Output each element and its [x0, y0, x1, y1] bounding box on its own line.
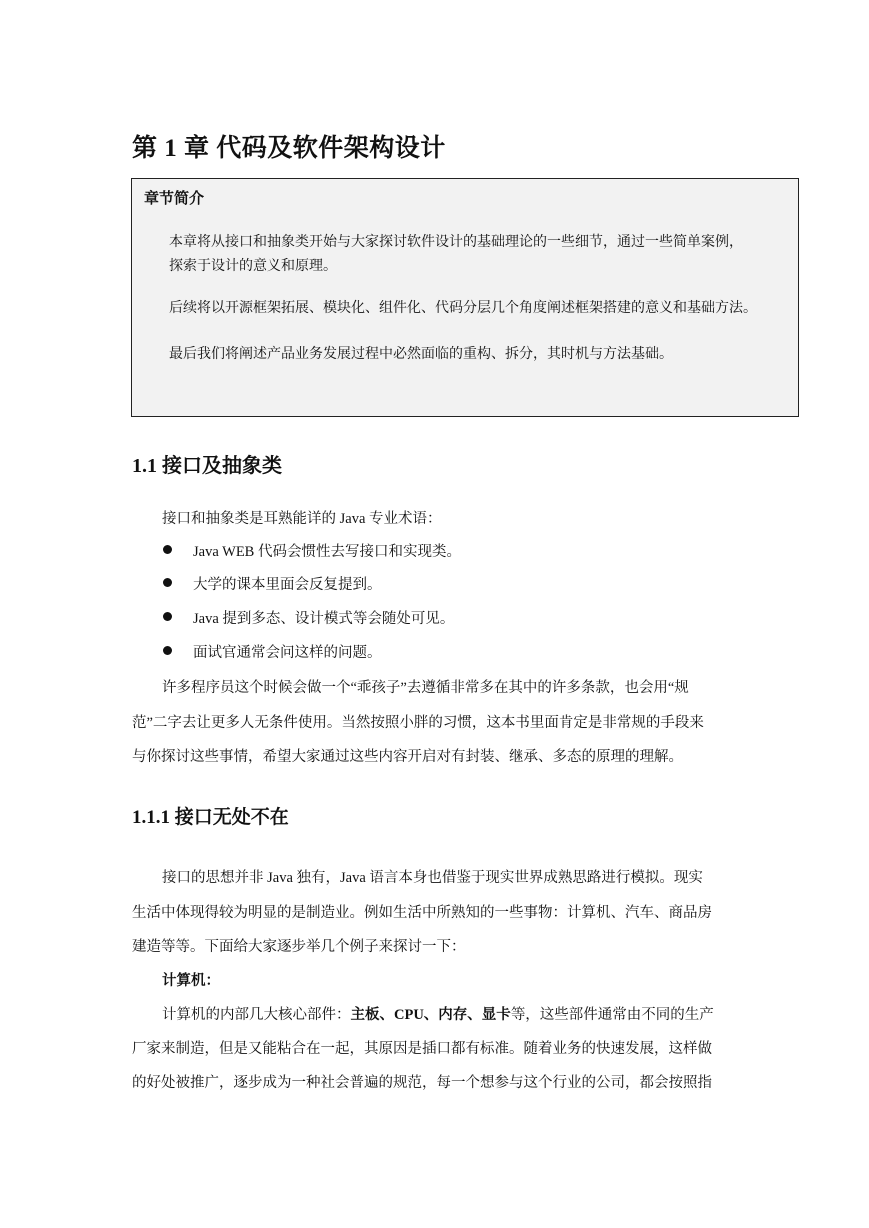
section-lead-text: 接口和抽象类是耳熟能详的 Java 专业术语： [162, 511, 442, 527]
body-paragraph-line: 的好处被推广，逐步成为一种社会普遍的规范，每一个想参与这个行业的公司，都会按照指 [132, 1075, 712, 1091]
body-paragraph-line: 范”二字去让更多人无条件使用。当然按照小胖的习惯，这本书里面肯定是非常规的手段来 [132, 715, 704, 731]
section-heading-1-1: 1.1 接口及抽象类 [132, 455, 282, 477]
bullet-dot-icon [163, 545, 172, 554]
intro-paragraph-2: 后续将以开源框架拓展、模块化、组件化、代码分层几个角度阐述框架搭建的意义和基础方法。 [169, 301, 757, 316]
body-paragraph-line: 与你探讨这些事情，希望大家通过这些内容开启对有封装、继承、多态的原理的理解。 [132, 749, 683, 765]
body-paragraph-line: 接口的思想并非 Java 独有，Java 语言本身也借鉴于现实世界成熟思路进行模拟。现实 [162, 870, 703, 886]
body-paragraph-line: 厂家来制造，但是又能粘合在一起，其原因是插口都有标准。随着业务的快速发展，这样做 [132, 1041, 712, 1057]
emphasis-text: 主板、CPU、内存、显卡 [350, 1007, 511, 1023]
bullet-dot-icon [163, 646, 172, 655]
body-paragraph-line: 生活中体现得较为明显的是制造业。例如生活中所熟知的一些事物：计算机、汽车、商品房 [132, 905, 712, 921]
body-paragraph-line [162, 1003, 714, 1024]
intro-paragraph-1-line-1: 本章将从接口和抽象类开始与大家探讨软件设计的基础理论的一些细节，通过一些简单案例， [169, 235, 743, 250]
bullet-text: Java 提到多态、设计模式等会随处可见。 [193, 611, 455, 627]
bullet-text: 面试官通常会问这样的问题。 [193, 645, 382, 661]
bullet-dot-icon [163, 578, 172, 587]
chapter-intro-box [131, 178, 799, 417]
text-run: 计算机的内部几大核心部件： [162, 1007, 351, 1023]
bullet-text: 大学的课本里面会反复提到。 [193, 577, 382, 593]
text-run: 等，这些部件通常由不同的生产 [510, 1007, 714, 1023]
bullet-dot-icon [163, 612, 172, 621]
intro-heading: 章节简介 [144, 191, 205, 207]
subsection-label-computer: 计算机： [162, 973, 220, 989]
bullet-text: Java WEB 代码会惯性去写接口和实现类。 [193, 544, 461, 560]
body-paragraph-line: 许多程序员这个时候会做一个“乖孩子”去遵循非常多在其中的许多条款，也会用“规 [162, 680, 689, 696]
body-paragraph-line: 建造等等。下面给大家逐步举几个例子来探讨一下： [132, 939, 466, 955]
intro-paragraph-1-line-2: 探索于设计的意义和原理。 [169, 259, 337, 274]
section-heading-1-1-1: 1.1.1 接口无处不在 [132, 807, 289, 828]
intro-paragraph-3: 最后我们将阐述产品业务发展过程中必然面临的重构、拆分，其时机与方法基础。 [169, 347, 673, 362]
chapter-title: 第 1 章 代码及软件架构设计 [132, 135, 446, 162]
